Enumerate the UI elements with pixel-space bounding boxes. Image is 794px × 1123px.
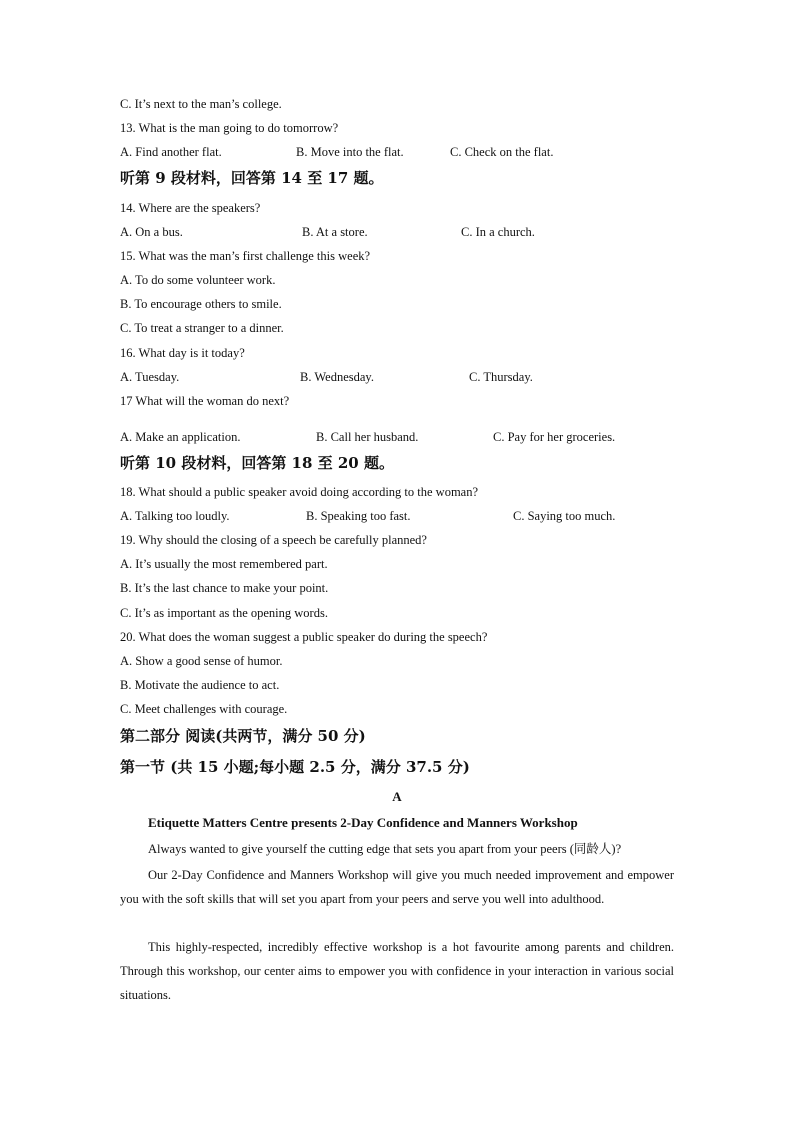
q18-option-b: B. Speaking too fast. (306, 509, 411, 523)
q15-question: 15. What was the man’s first challenge this week? (120, 249, 371, 263)
q18-question: 18. What should a public speaker avoid doing according to the woman? (120, 485, 479, 499)
q16-question: 16. What day is it today? (120, 346, 245, 360)
passage-paragraph-1: Always wanted to give yourself the cutting edge that sets you apart from your peers (同龄人)? (148, 842, 622, 856)
passage-paragraph-3: This highly-respected, incredibly effective workshop is a hot favourite among parents and children. Through this workshop, our center aims to empower you with confidence in your interaction in various social situations. (120, 940, 674, 1002)
section-1-heading: 第一节 (共 15 小题;每小题 2.5 分，满分 37.5 分) (120, 758, 470, 776)
q19-question: 19. Why should the closing of a speech be carefully planned? (120, 533, 427, 547)
passage-paragraph-2: Our 2-Day Confidence and Manners Workshop will give you much needed improvement and empower you with the soft skills that will set you apart from your peers and serve you well into adulthood. (120, 868, 674, 906)
q15-option-c: C. To treat a stranger to a dinner. (120, 321, 284, 335)
q18-option-c: C. Saying too much. (513, 509, 616, 523)
q17-option-a: A. Make an application. (120, 430, 241, 444)
q19-option-c: C. It’s as important as the opening words. (120, 606, 328, 620)
q20-option-b: B. Motivate the audience to act. (120, 678, 280, 692)
q12-option-c: C. It’s next to the man’s college. (120, 97, 282, 111)
q13-option-b: B. Move into the flat. (296, 145, 404, 159)
q14-option-c: C. In a church. (461, 225, 535, 239)
q13-question: 13. What is the man going to do tomorrow? (120, 121, 339, 135)
passage-title: Etiquette Matters Centre presents 2-Day Confidence and Manners Workshop (148, 815, 578, 830)
q13-option-a: A. Find another flat. (120, 145, 222, 159)
q19-option-b: B. It’s the last chance to make your point. (120, 581, 329, 595)
q16-option-c: C. Thursday. (469, 370, 533, 384)
q15-option-b: B. To encourage others to smile. (120, 297, 282, 311)
q20-question: 20. What does the woman suggest a public speaker do during the speech? (120, 630, 488, 644)
q16-option-b: B. Wednesday. (300, 370, 374, 384)
passage-letter: A (392, 789, 402, 804)
q13-option-c: C. Check on the flat. (450, 145, 554, 159)
section-10-heading: 听第 10 段材料，回答第 18 至 20 题。 (120, 454, 394, 472)
q14-option-a: A. On a bus. (120, 225, 183, 239)
q14-question: 14. Where are the speakers? (120, 201, 261, 215)
q18-option-a: A. Talking too loudly. (120, 509, 230, 523)
q16-option-a: A. Tuesday. (120, 370, 180, 384)
q15-option-a: A. To do some volunteer work. (120, 273, 276, 287)
q17-option-c: C. Pay for her groceries. (493, 430, 616, 444)
q17-question: 17 What will the woman do next? (120, 394, 290, 408)
part-2-heading: 第二部分 阅读(共两节，满分 50 分) (120, 727, 366, 745)
q19-option-a: A. It’s usually the most remembered part. (120, 557, 328, 571)
q20-option-c: C. Meet challenges with courage. (120, 702, 288, 716)
q20-option-a: A. Show a good sense of humor. (120, 654, 283, 668)
q14-option-b: B. At a store. (302, 225, 368, 239)
q17-option-b: B. Call her husband. (316, 430, 419, 444)
section-9-heading: 听第 9 段材料，回答第 14 至 17 题。 (120, 169, 384, 187)
